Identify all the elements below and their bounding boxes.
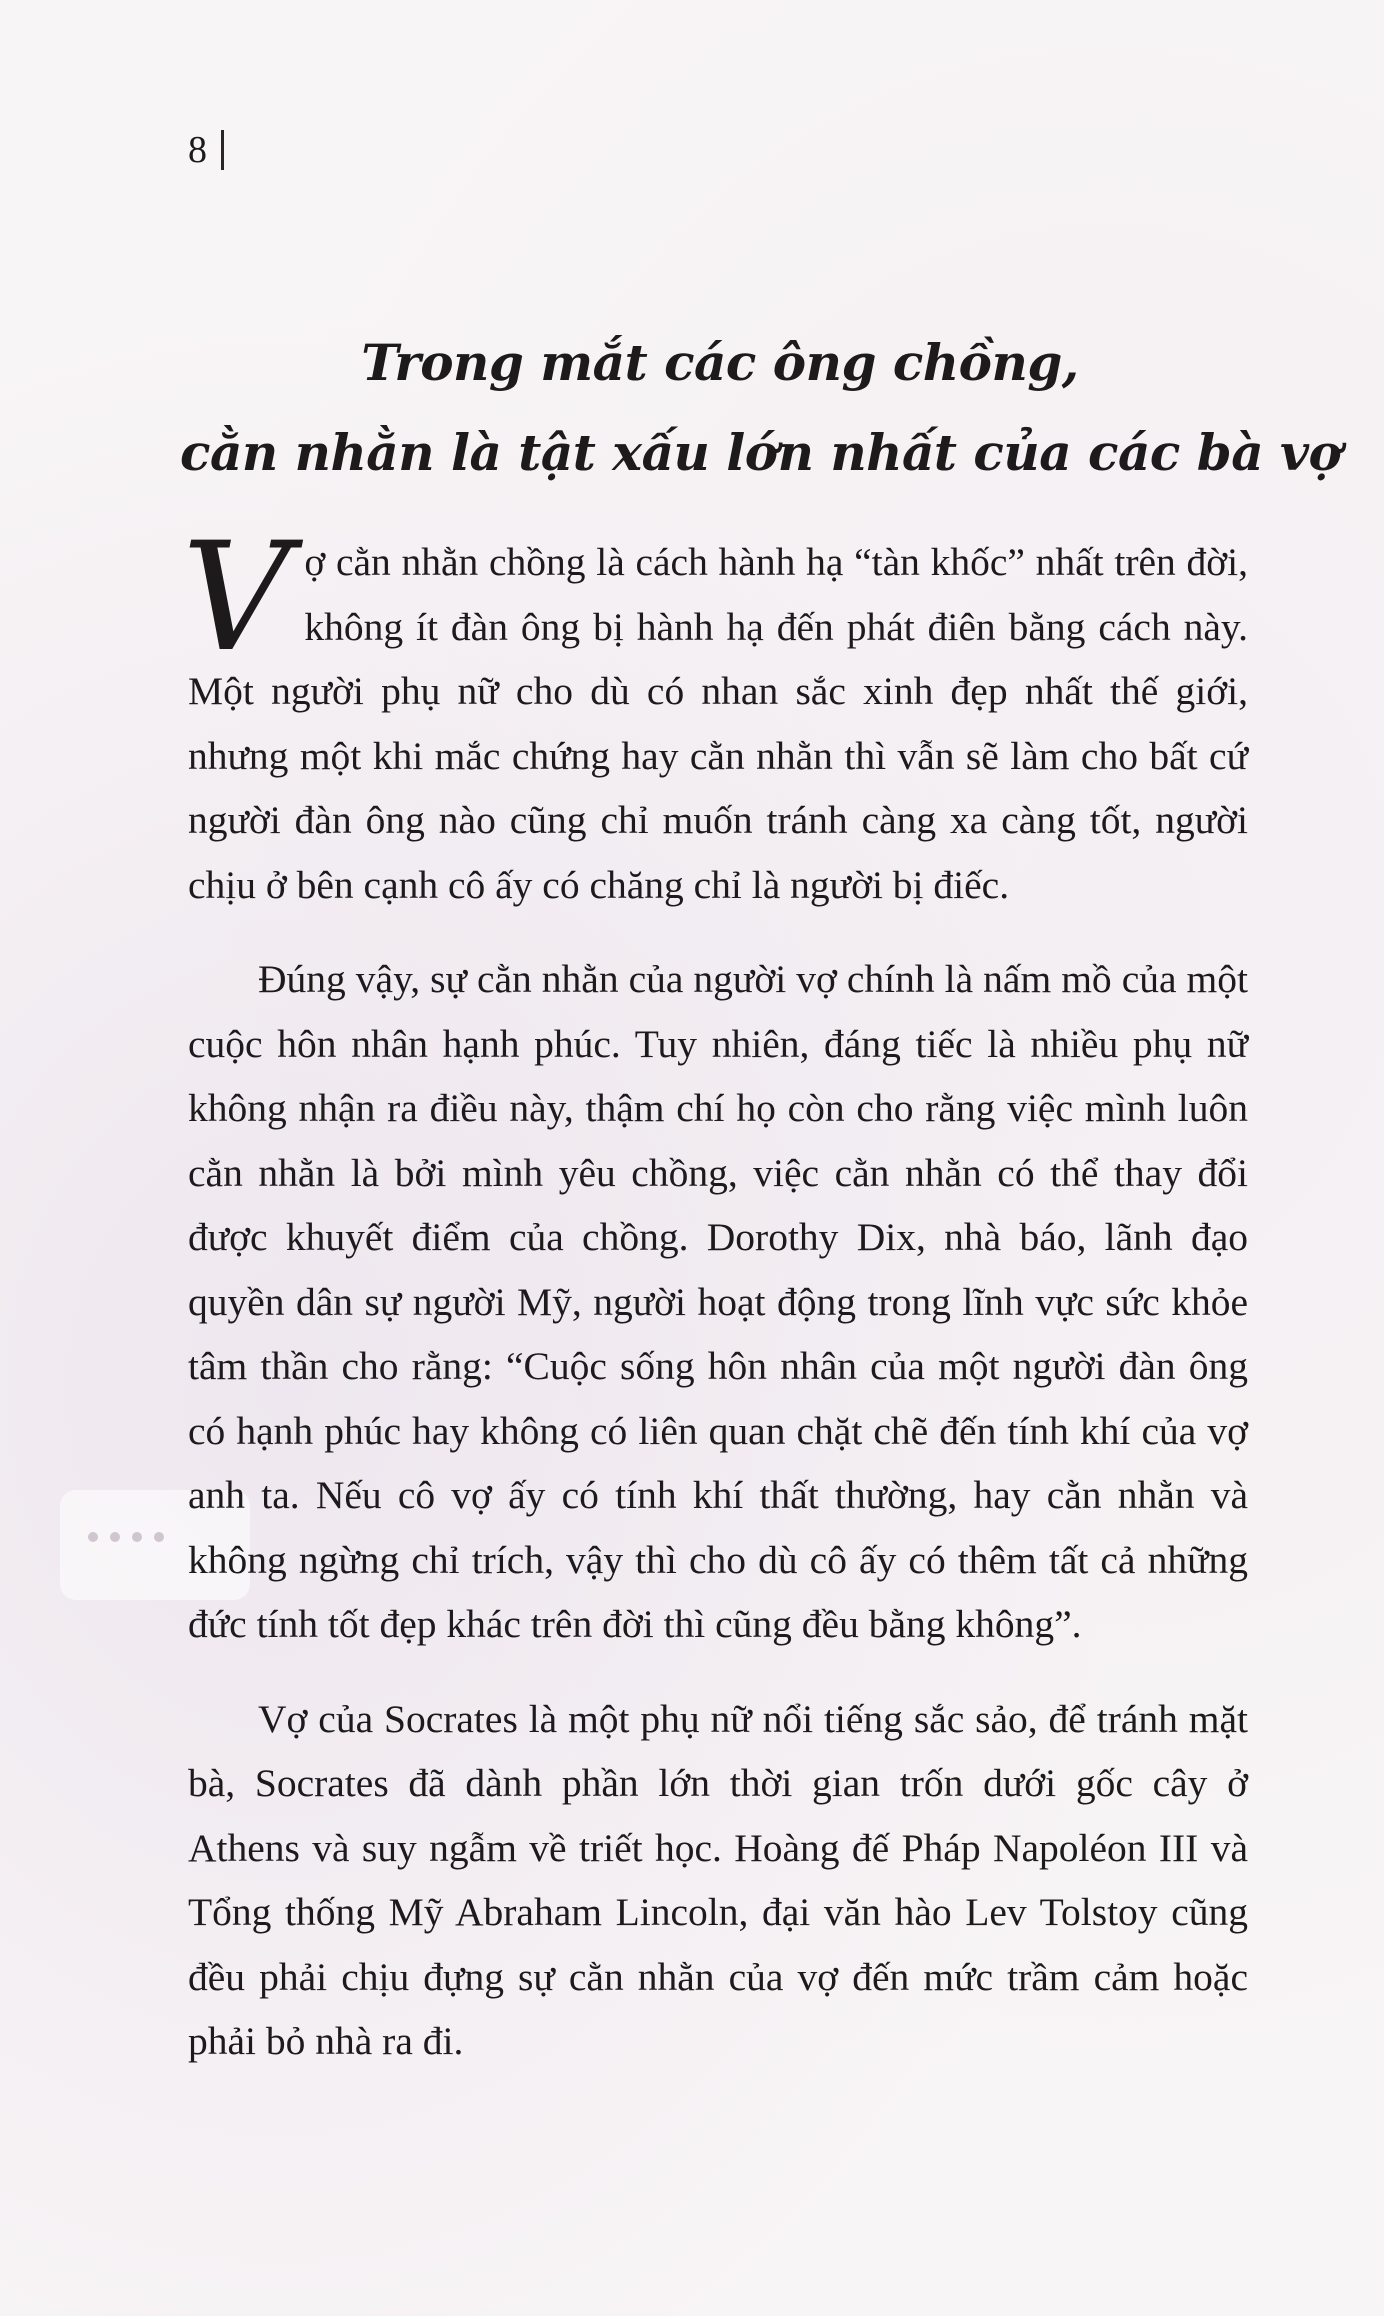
title-line-2: cằn nhằn là tật xấu lớn nhất của các bà vợ [180,423,1342,482]
chapter-title [180,318,1342,498]
dot [110,1532,120,1542]
page-number: 8 [188,129,207,171]
decorative-dots [88,1532,164,1542]
drop-cap: V [182,511,291,685]
paragraph-1 [182,511,1248,917]
title-line-1: Trong mắt các ông chồng, [361,333,1079,392]
header-divider [221,130,224,170]
body-text [182,511,1248,2104]
dot [154,1532,164,1542]
page-header [188,128,224,172]
dot [88,1532,98,1542]
paragraph-1-text: ợ cằn nhằn chồng là cách hành hạ “tàn khốc” nhất trên đời, không ít đàn ông bị hành hạ đến phát điên bằng cách này. Một người phụ nữ cho dù có nhan sắc xinh đẹp nhất thế giới, nhưng một khi mắc chứng hay cằn nhằn thì vẫn sẽ làm cho bất cứ người đàn ông nào cũng chỉ muốn tránh càng xa càng tốt, người chịu ở bên cạnh cô ấy có chăng chỉ là người bị điếc. [188,540,1248,907]
dot [132,1532,142,1542]
paragraph-2: Đúng vậy, sự cằn nhằn của người vợ chính là nấm mồ của một cuộc hôn nhân hạnh phúc. Tuy nhiên, đáng tiếc là nhiều phụ nữ không nhận ra điều này, thậm chí họ còn cho rằng việc mình luôn cằn nhằn là bởi mình yêu chồng, việc cằn nhằn có thể thay đổi được khuyết điểm của chồng. Dorothy Dix, nhà báo, lãnh đạo quyền dân sự người Mỹ, người hoạt động trong lĩnh vực sức khỏe tâm thần cho rằng: “Cuộc sống hôn nhân của một người đàn ông có hạnh phúc hay không có liên quan chặt chẽ đến tính khí của vợ anh ta. Nếu cô vợ ấy có tính khí thất thường, hay cằn nhằn và không ngừng chỉ trích, vậy thì cho dù cô ấy có thêm tất cả những đức tính tốt đẹp khác trên đời thì cũng đều bằng không”. [188,957,1248,1646]
paragraph-3: Vợ của Socrates là một phụ nữ nổi tiếng sắc sảo, để tránh mặt bà, Socrates đã dành phần lớn thời gian trốn dưới gốc cây ở Athens và suy ngẫm về triết học. Hoàng đế Pháp Napoléon III và Tổng thống Mỹ Abraham Lincoln, đại văn hào Lev Tolstoy cũng đều phải chịu đựng sự cằn nhằn của vợ đến mức trầm cảm hoặc phải bỏ nhà ra đi. [188,1696,1248,2063]
